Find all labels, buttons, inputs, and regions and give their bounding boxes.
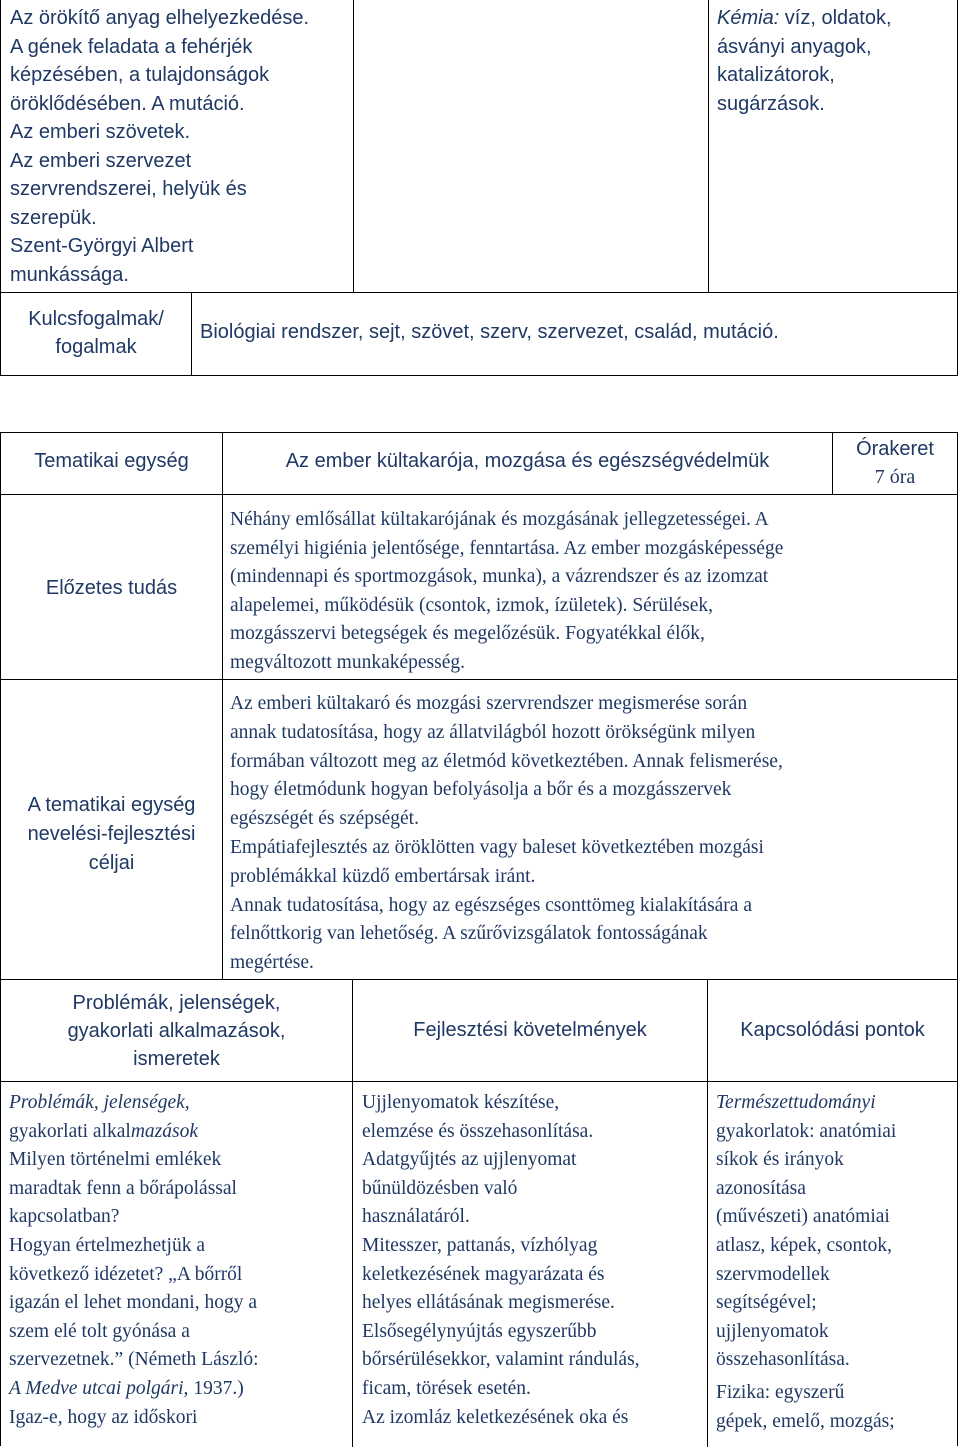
requirements-column [362,1089,640,1432]
unit-title: Az ember kültakarója, mozgása és egészségvédelmük [285,450,770,472]
topic-line: szerepük. [10,206,97,229]
keywords-value: Biológiai rendszer, sejt, szövet, szerv, szervezet, család, mutáció. [200,321,779,343]
text-line: ujjlenyomatok [716,1320,829,1342]
text-line: Természettudományi [716,1092,876,1113]
text-line: hogy életmódunk hogyan befolyásolja a bőr és a mozgásszervek [230,779,732,801]
text-line: szervezetnek.” (Németh László: [9,1349,259,1371]
text-line: megváltozott munkaképesség. [230,651,466,673]
goals-text [230,690,783,978]
topic-line: szervrendszerei, helyük és [10,178,247,200]
text-line: problémákkal küzdő embertársak iránt. [230,865,536,887]
text-line: Adatgyűjtés az ujjlenyomat [362,1149,577,1171]
topic-line: munkássága. [10,263,129,286]
text-line: Az izomláz keletkezésének oka és [362,1406,629,1428]
text-line: Elsősegélynyújtás egyszerűbb [362,1320,597,1342]
text-line: szervmodellek [716,1263,830,1285]
keywords-label: Kulcsfogalmak/ fogalmak [28,308,164,358]
text-line: keletkezésének magyarázata és [362,1263,605,1285]
topic-line: Az emberi szövetek. [10,121,191,143]
text-line: Igaz-e, hogy az időskori [9,1406,198,1428]
text-line: ficam, törések esetén. [362,1377,531,1399]
text-line: Annak tudatosítása, hogy az egészséges csonttömeg kialakítására a [230,894,752,916]
topic-line: képzésében, a tulajdonságok [10,64,270,86]
connection-line: katalizátorok, [717,64,835,86]
connection-line: sugárzások. [717,92,825,115]
text-line: összehasonlítása. [716,1349,850,1371]
text-line: gyakorlatok: anatómiai [716,1120,897,1142]
topic-line: A gének feladata a fehérjék [10,35,253,58]
text-line: (művészeti) anatómiai [716,1206,890,1228]
text-line: mazások [130,1120,198,1142]
text-line: bűnüldözésben való [362,1177,518,1199]
topic-line: Az emberi szervezet [10,149,192,172]
prior-knowledge-label: Előzetes tudás [45,577,178,599]
text-line: igazán el lehet mondani, hogy a [9,1292,257,1314]
topic-line: öröklődésében. A mutáció. [10,92,245,115]
book-title: A Medve utcai polgári, [9,1377,189,1399]
text-line: Ujjlenyomatok készítése, [362,1092,560,1113]
text-line: használatáról. [362,1206,470,1228]
topic-line: Az örökítő anyag elhelyezkedése. [10,7,310,29]
connections-column-header: Kapcsolódási pontok [740,1019,925,1041]
text-line: (mindennapi és sportmozgások, munka), a vázrendszer és az izomzat [230,566,769,588]
text-line: alapelemei, működésük (csontok, izmok, ízületek). Sérülések, [230,594,714,616]
text-line: személyi higiénia jelentősége, fenntartása. Az ember mozgásképessége [230,537,784,559]
text-line: síkok és irányok [716,1149,844,1171]
text-line: Empátiafejlesztés az öröklötten vagy baleset következtében mozgási [230,836,764,858]
text-line: atlasz, képek, csontok, [716,1234,892,1256]
text-line: mozgásszervi betegségek és megelőzésük. Fogyatékkal élők, [230,623,705,645]
topic-line: Szent-Györgyi Albert [10,235,194,257]
text-line: annak tudatosítása, hogy az állatvilágból hozott örökségünk milyen [230,721,756,743]
book-year: 1937.) [188,1377,244,1399]
text-line: kapcsolatban? [9,1206,120,1228]
text-line: következő idézetet? „A bőrről [9,1263,243,1285]
text-line: Az emberi kültakaró és mozgási szervrendszer megismerése során [230,693,748,714]
text-line: Hogyan értelmezhetjük a [9,1234,205,1256]
connections-column [716,1089,896,1436]
text-line: azonosítása [716,1177,806,1199]
text-line: Mitesszer, pattanás, vízhólyag [362,1234,598,1256]
hours-value: 7 óra [874,466,916,488]
prior-knowledge-text [230,506,783,678]
text-line: segítségével; [716,1292,817,1314]
top-table [0,0,958,376]
connection-line: ásványi anyagok, [717,35,872,58]
problems-column [9,1089,259,1432]
hours-label: Órakeret [856,438,934,460]
text-line: Fizika: egyszerű [716,1381,845,1403]
text-line: gépek, emelő, mozgás; [716,1410,895,1432]
unit-table [0,432,958,1446]
text-line: bőrsérülésekkor, valamint rándulás, [362,1349,640,1371]
text-line: helyes ellátásának megismerése. [362,1292,615,1314]
problems-column-header: Problémák, jelenségek, gyakorlati alkalmazások, ismeretek [67,992,286,1070]
text-line: Problémák, jelenségek, [9,1092,190,1113]
connection-line: víz, oldatok, [779,7,892,29]
text-line: formában változott meg az életmód következtében. Annak felismerése, [230,750,783,772]
text-line: Néhány emlősállat kültakarójának és mozgásának jellegzetességei. A [230,509,769,530]
chemistry-connections-cell [717,4,892,118]
text-line: Milyen történelmi emlékek [9,1149,222,1171]
text-line: felnőttkorig van lehetőség. A szűrővizsgálatok fontosságának [230,923,708,945]
text-line: egészségét és szépségét. [230,808,419,830]
text-line: elemzése és összehasonlítása. [362,1120,594,1142]
requirements-column-header: Fejlesztési követelmények [413,1019,647,1041]
text-line: gyakorlati alkal [9,1120,131,1142]
text-line: megértése. [230,952,314,974]
text-line: szem elé tolt gyónása a [9,1320,190,1342]
unit-label: Tematikai egység [34,450,189,472]
chemistry-label: Kémia: [717,7,780,29]
text-line: maradtak fenn a bőrápolással [9,1177,237,1199]
left-topics-cell [10,4,309,289]
goals-label: A tematikai egység nevelési-fejlesztési céljai [27,794,196,874]
